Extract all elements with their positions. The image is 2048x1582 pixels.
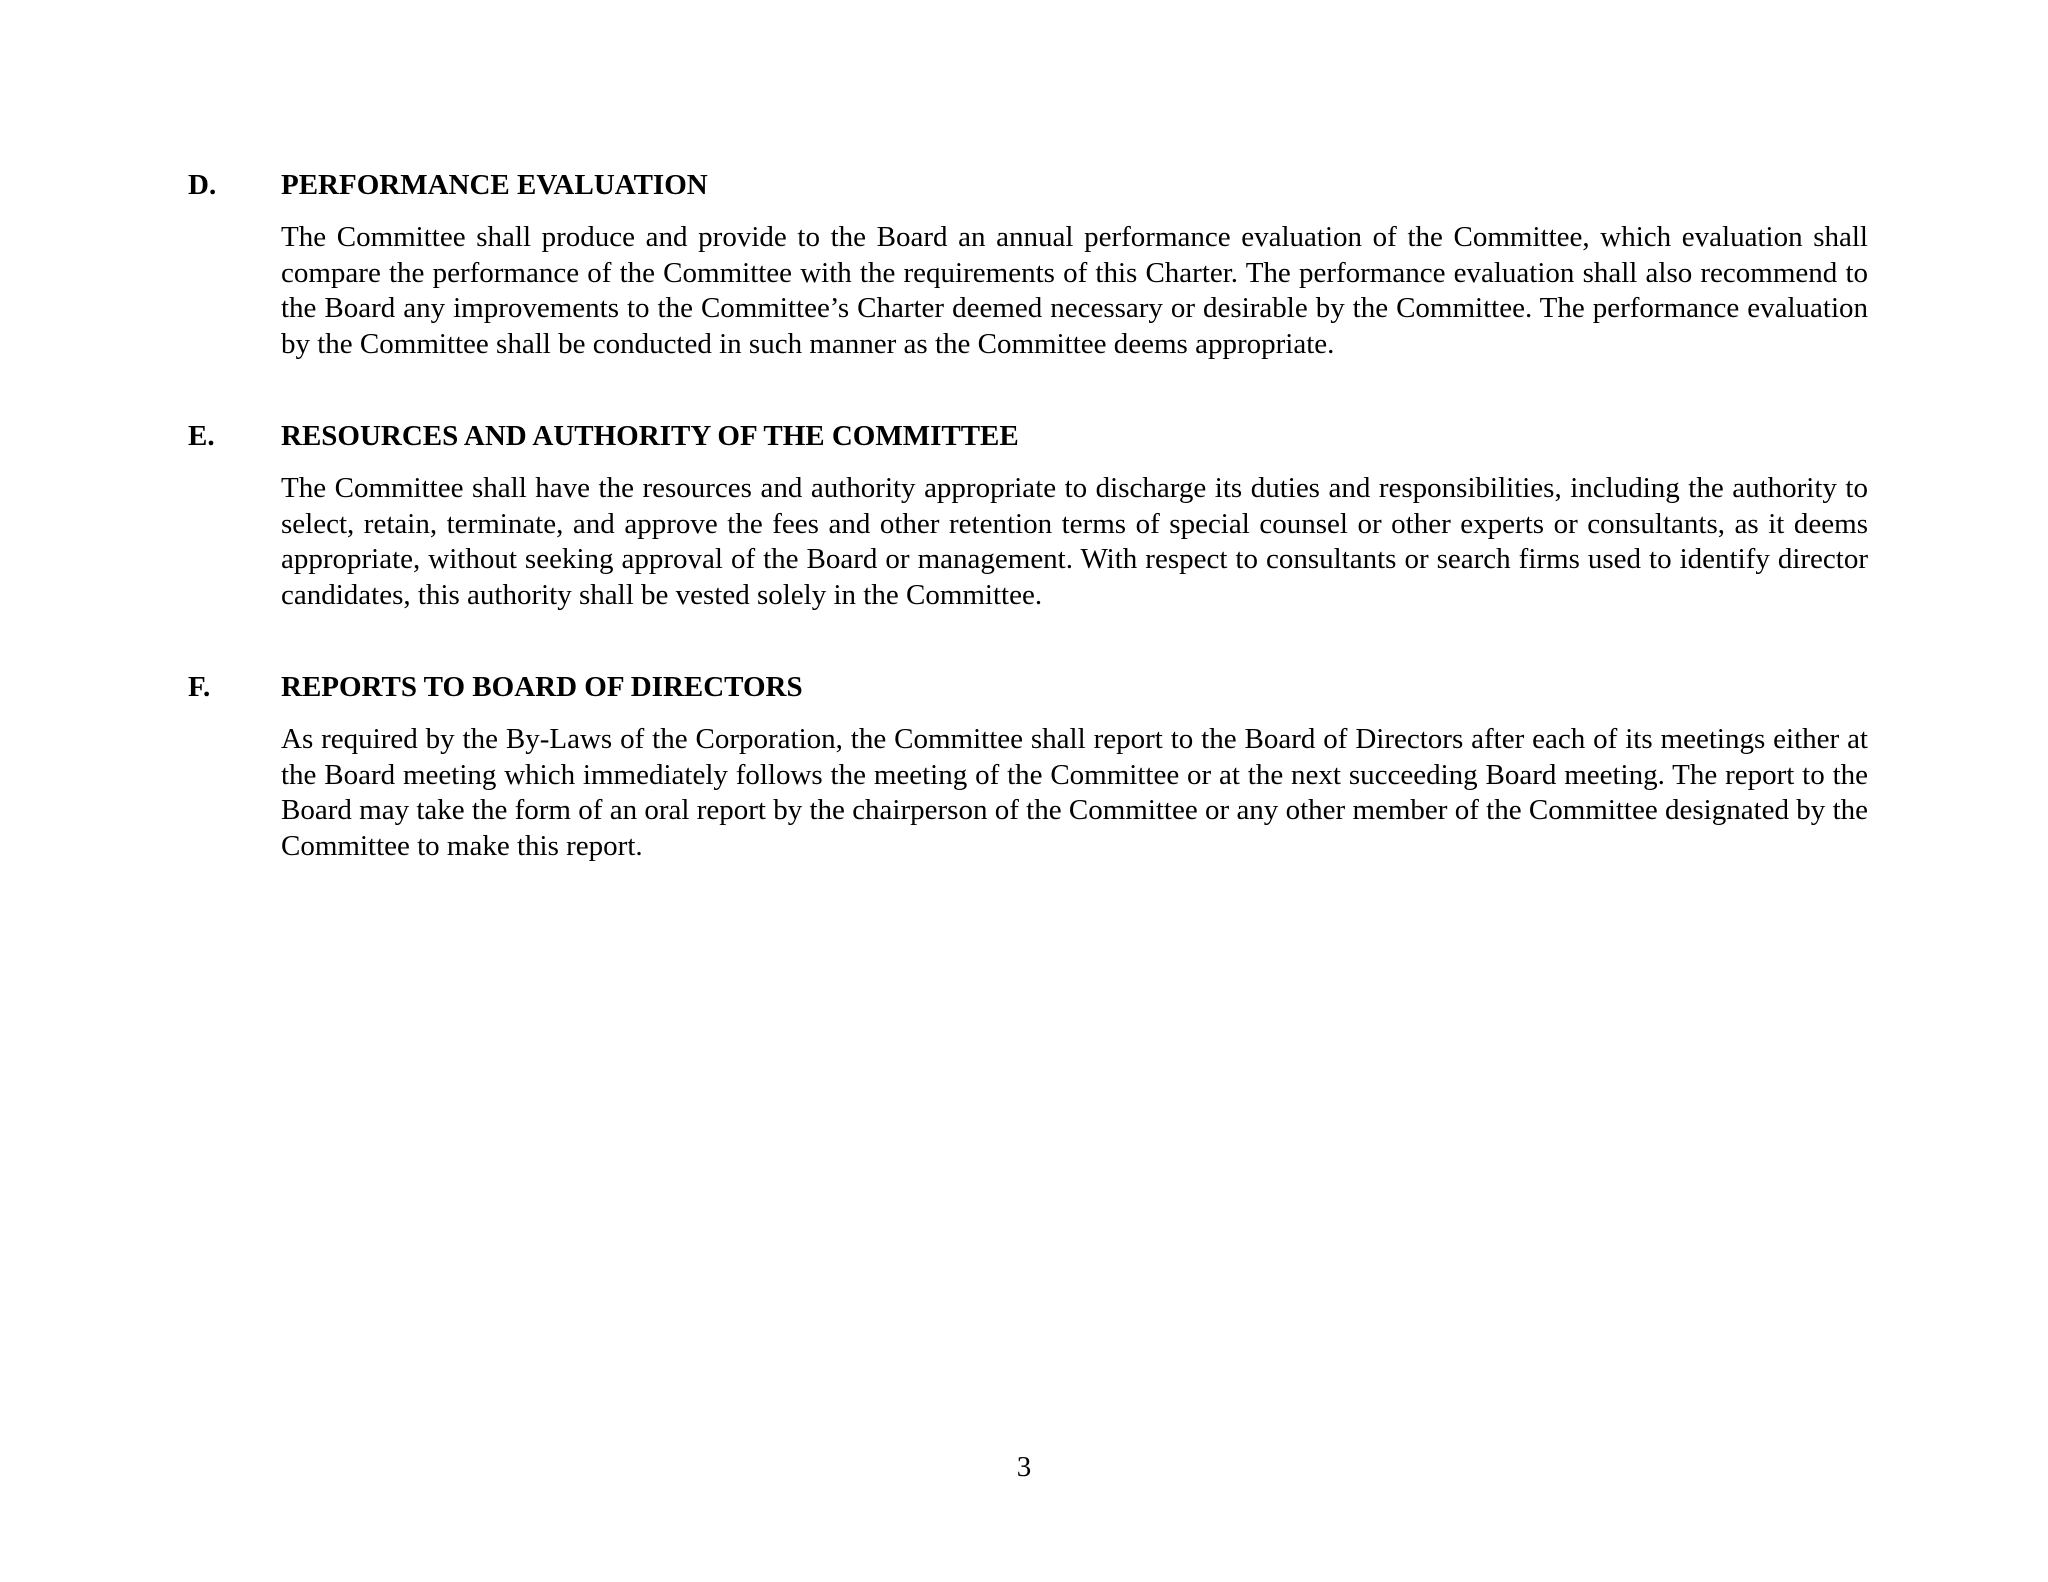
- section-f-letter: F.: [188, 671, 211, 703]
- section-f-body: As required by the By-Laws of the Corporation, the Committee shall report to the Board of Directors after each of its meetings either at the Board meeting which immediately follows the meeting of the Committee or at the next succeeding Board meeting. The report to the Board may take the form of an oral report by the chairperson of the Committee or any other member of the Committee designated by the Committee to make this report.: [281, 723, 1868, 862]
- section-e-title: RESOURCES AND AUTHORITY OF THE COMMITTEE: [281, 420, 1019, 452]
- page-number: 3: [1016, 1451, 1032, 1483]
- section-d-body: The Committee shall produce and provide to the Board an annual performance evaluation of the Committee, which evaluation shall compare the performance of the Committee with the requirements of this Charter. The performance evaluation shall also recommend to the Board any improvements to the Committee’s Charter deemed necessary or desirable by the Committee. The performance evaluation by the Committee shall be conducted in such manner as the Committee deems appropriate.: [281, 221, 1868, 360]
- section-f-title: REPORTS TO BOARD OF DIRECTORS: [281, 671, 803, 703]
- section-d-heading: [188, 167, 708, 203]
- section-e-letter: E.: [188, 420, 215, 452]
- section-f-heading: [188, 669, 803, 705]
- section-d-letter: D.: [188, 169, 217, 201]
- section-d-title: PERFORMANCE EVALUATION: [281, 169, 708, 201]
- section-e-heading: [188, 418, 1019, 454]
- section-e-body: The Committee shall have the resources and authority appropriate to discharge its duties and responsibilities, including the authority to select, retain, terminate, and approve the fees and other retention terms of special counsel or other experts or consultants, as it deems appropriate, without seeking approval of the Board or management. With respect to consultants or search firms used to identify director candidates, this authority shall be vested solely in the Committee.: [281, 472, 1868, 611]
